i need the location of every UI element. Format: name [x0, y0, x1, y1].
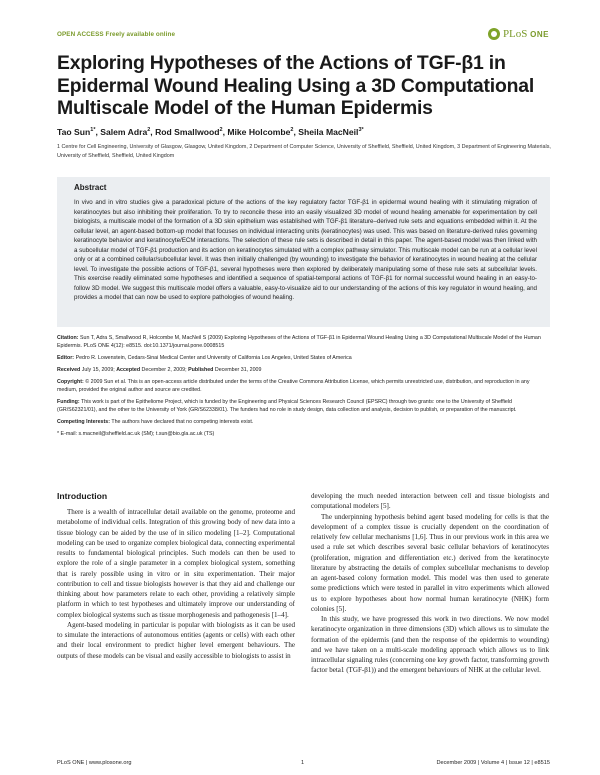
journal-header	[57, 27, 549, 43]
abstract-box	[57, 177, 550, 327]
author-name: Salem Adra$^2$	[100, 127, 151, 137]
body-column-right	[311, 491, 549, 676]
author-affiliation-marker: 2	[219, 127, 223, 134]
article-title: Exploring Hypotheses of the Actions of TGF-β1 in Epidermal Wound Healing Using a 3D Computational Multiscale Model of the Human Epidermis	[57, 52, 535, 119]
author-affiliation-marker: 2	[147, 127, 151, 134]
author-name: Mike Holcombe$^2$	[227, 127, 294, 137]
article-metadata	[57, 334, 550, 438]
abstract-heading: Abstract	[74, 183, 107, 192]
page-number: 1	[301, 760, 305, 766]
author-emails[interactable]: * E-mail: s.macneil@sheffield.ac.uk (SM); t.sun@bio.gla.ac.uk (TS)	[57, 431, 215, 437]
footer-issue-info: December 2009 | Volume 4 | Issue 12 | e8515	[436, 760, 550, 766]
footer-journal-url[interactable]: PLoS ONE | www.plosone.org	[57, 760, 132, 766]
author-affiliation-marker: 1*	[90, 127, 96, 134]
paragraph: In this study, we have progressed this work in two directions. We now model keratinocyte organization in three dimensions (3D) which allows us to simulate the formation of the epidermis (and then the response of the epidermis to wounding) and we have taken on a multi-scale modeling approach which allows us to link intracellular signaling rules (concerning one key growth factor, transforming growth factor beta1 (TGF-β1)) and the emergent behaviours of NHK at the cellular level.	[311, 615, 549, 675]
abstract-body: In vivo and in vitro studies give a paradoxical picture of the actions of the key regulatory factor TGF-β1 in epidermal wound healing with it stimulating migration of keratinocytes but also inhibiting their proliferation. To try to reconcile these into an easily visualized 3D model of wound healing amenable for experimentation by cell biologists, a multiscale model of the formation of a 3D skin epithelium was established with TGF-β1 literature–derived rule sets and equations embedded within it. At the cellular level, an agent-based bottom-up model that focuses on individual interacting units (keratinocytes) was used. This was based on literature-derived rules governing keratinocyte behavior and keratinocyte/ECM interactions. The selection of these rule sets is described in detail in this paper. The agent-based model was then linked with a subcellular model of TGF-β1 production and its action on keratinocytes simulated with a complex pathway simulator. This multiscale model can be run at a cellular level only or at a combined cellular/subcellular level. It was then initially challenged (by wounding) to investigate the behavior of keratinocytes in wound healing at the cellular level. To investigate the possible actions of TGF-β1, several hypotheses were then explored by deliberately manipulating some of these rule sets at subcellular levels. This exercise readily eliminated some hypotheses and identified a sequence of spatial-temporal actions of TGF-β1 for normal successful wound healing in an easy-to-follow 3D model. We suggest this multiscale model offers a valuable, easy-to-visualize aid to our understanding of the actions of this key regulator in wound healing, and provides a model that can now be used to explore pathologies of wound healing.	[74, 199, 537, 301]
editor: Editor: Pedro R. Lowenstein, Cedars-Sinai Medical Center and University of California Los Angeles, United States of America	[57, 355, 352, 362]
paragraph: developing the much needed interaction between cell and tissue biologists and computational modelers [5].	[311, 492, 549, 511]
paragraph: The underpinning hypothesis behind agent based modeling for cells is that the development of a complex tissue is crucially dependent on the coordination of relatively few cellular mechanisms [1,6]. Thus in our previous work in this area we used a rule set which describes several basic cellular behaviors of keratinocytes (proliferation, migration and differentiation etc.) derived from the keratinocyte literature by abstracting the details of complex subcellular mechanisms to develop an agent-based colony formation model. This model was then used to generate some predictions which were tested in parallel in vitro experiments which allowed us to explore hypotheses about how normal human keratinocyte (NHK) form colonies [5].	[311, 512, 549, 613]
competing-interests: Competing Interests: The authors have declared that no competing interests exist.	[57, 419, 254, 426]
dates: Received July 15, 2009; Accepted December 2, 2009; Published December 31, 2009	[57, 367, 262, 373]
paragraph: Agent-based modeling in particular is popular with biologists as it can be used to simulate the interactions of autonomous entities (agents or cells) with each other and their local environment to predict higher level emergent behaviours. The outputs of these models can be visual and easily accessible to biologists to assist in	[57, 620, 295, 660]
paragraph: There is a wealth of intracellular detail available on the genome, proteome and metabolome of individual cells. Integration of this growing body of new data into a tissue biology can be aided by the use of in silico modeling [1–2]. Computational modeling can be used to organize complex biological data, connecting experimental results to fundamental biological principles. Such models can then be used to explore the role of a single parameter in a complex biological system, something that is rarely possible using in vitro or in situ experimentation. Their major contribution to cell and tissue biologists however is that they aid and challenge our thinking about how parameters relate to each other, providing a relatively simple platform in which to test hypotheses and ultimately improve our understanding of complex biological systems such as tissue morphogenesis and pathogenesis [1–4].	[57, 508, 295, 619]
funding: Funding: This work is part of the Epitheliome Project, which is funded by the Engineering and Physical Sciences Research Council (EPSRC) through two grants: one to the University of Sheffield (GR/S62321/01), and the other to the University of York (GR/S62338/01). The funders had no role in study design, data collection and analysis, decision to publish, or preparation of the manuscript.	[57, 399, 517, 414]
author-name: Rod Smallwood$^2$	[155, 127, 223, 137]
plos-logo-icon	[488, 28, 500, 40]
author-name: Sheila MacNeil$^{3*}$	[298, 127, 364, 137]
journal-logo[interactable]	[488, 27, 549, 41]
open-access-banner[interactable]	[57, 31, 175, 38]
copyright: Copyright: © 2009 Sun et al. This is an open-access article distributed under the terms of the Creative Commons Attribution License, which permits unrestricted use, distribution, and reproduction in any medium, provided the original author and source are credited.	[57, 378, 530, 394]
author-affiliation-marker: 3*	[358, 127, 364, 134]
page-footer	[57, 760, 550, 770]
author-name: Tao Sun$^{1*}$	[57, 127, 96, 137]
journal-logo-text: PLoS ONE	[502, 28, 549, 40]
open-access-text: OPEN ACCESS Freely available online	[57, 31, 176, 38]
affiliations: 1 Centre for Cell Engineering, University of Glasgow, Glasgow, United Kingdom, 2 Department of Computer Science, University of Sheffield, Sheffield, United Kingdom, 3 Department of Engineering Materials, University of Sheffield, Sheffield, United Kingdom	[57, 144, 551, 159]
body-column-left	[57, 507, 295, 661]
citation: Citation: Sun T, Adra S, Smallwood R, Holcombe M, MacNeil S (2009) Exploring Hypotheses of the Actions of TGF-β1 in Epidermal Wound Healing Using a 3D Computational Multiscale Model of the Human Epidermis. PLoS ONE 4(12): e8515. doi:10.1371/journal.pone.0008515	[57, 335, 541, 350]
author-affiliation-marker: 2	[290, 127, 294, 134]
introduction-heading: Introduction	[57, 491, 108, 501]
author-list: Tao Sun$^{1*}$, Salem Adra$^2$, Rod Smallwood$^2$, Mike Holcombe$^2$, Sheila MacNeil$^{3*}$	[57, 127, 364, 137]
